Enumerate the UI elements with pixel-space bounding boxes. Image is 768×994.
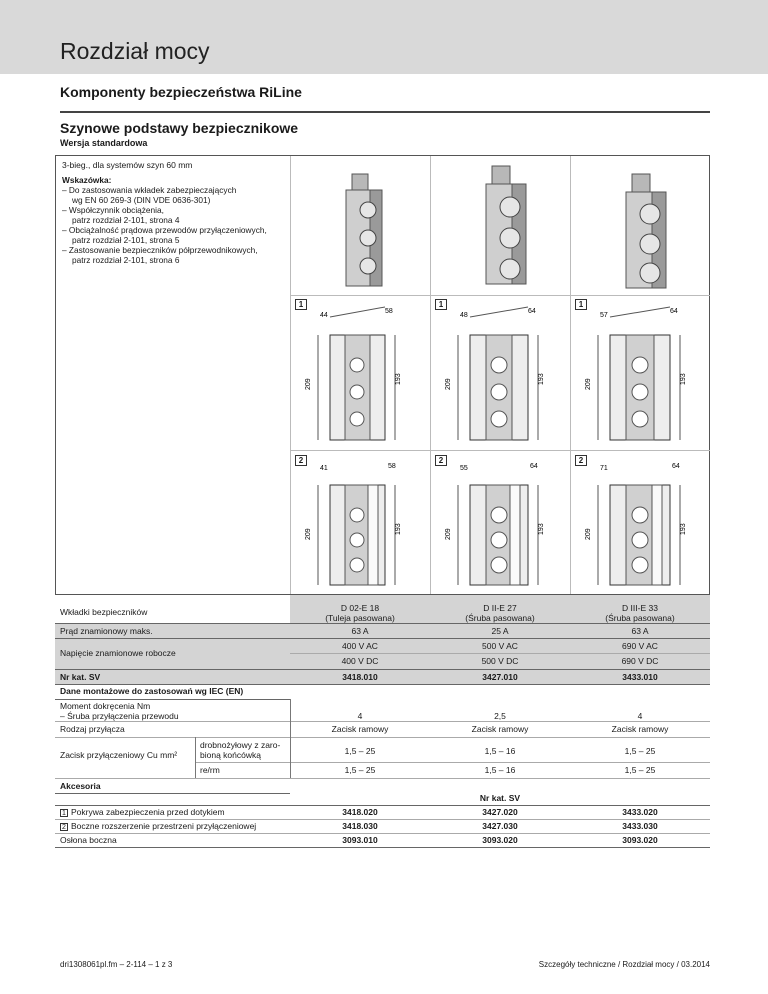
- row-label: Moment dokręcenia Nm: [60, 701, 151, 711]
- dim-label: 193: [680, 523, 687, 535]
- cell: 3418.030: [342, 821, 378, 831]
- dim-label: 193: [680, 373, 687, 385]
- cell: 690 V DC: [621, 656, 659, 666]
- dim-label: 58: [388, 463, 396, 470]
- fuse-name: D II-E 27: [483, 603, 517, 613]
- dim-label: 209: [305, 378, 312, 390]
- note-line: – Do zastosowania wkładek zabezpieczających: [62, 185, 237, 195]
- dim-label: 48: [460, 312, 468, 319]
- dim-label: 41: [320, 465, 328, 472]
- cell: 1,5 – 25: [624, 765, 656, 775]
- row-sublabel: re/rm: [200, 765, 220, 775]
- cell: Zacisk ramowy: [611, 724, 669, 734]
- cell: Zacisk ramowy: [471, 724, 529, 734]
- row-divider: [290, 450, 710, 451]
- dim-label: 209: [585, 528, 592, 540]
- note-line: – Współczynnik obciążenia,: [62, 205, 164, 215]
- fuse-base-image: [340, 170, 395, 292]
- fuse-name: D III-E 33: [622, 603, 658, 613]
- row-line: [55, 805, 710, 806]
- row-label: Rodzaj przyłącza: [60, 724, 125, 734]
- cell: 400 V DC: [341, 656, 379, 666]
- fuse-name: D 02-E 18: [340, 603, 380, 613]
- note-line: wg EN 60 269-3 (DIN VDE 0636-301): [72, 195, 211, 205]
- dim-label: 193: [395, 373, 402, 385]
- row-label: Zacisk przyłączeniowy Cu mm²: [60, 750, 178, 760]
- footer-left: dri1308061pl.fm – 2-114 – 1 z 3: [60, 960, 173, 969]
- dim-label: 57: [600, 312, 608, 319]
- intro-text: 3-bieg., dla systemów szyn 60 mm: [62, 160, 193, 170]
- cell: 1,5 – 16: [484, 746, 516, 756]
- dim-label: 44: [320, 312, 328, 319]
- product-family-title: Komponenty bezpieczeństwa RiLine: [60, 84, 302, 100]
- row-line: [55, 721, 710, 722]
- footer-right: Szczegóły techniczne / Rozdział mocy / 03.2014: [538, 960, 710, 969]
- fuse-base-image: [480, 162, 540, 292]
- row-label: – Śruba przyłączenia przewodu: [60, 711, 179, 721]
- col-line: [290, 699, 291, 778]
- nr-header: Nr kat. SV: [479, 793, 521, 803]
- accessory-badge-2: 2: [575, 455, 587, 466]
- accessory-badge-1: 1: [575, 299, 587, 310]
- dim-label: 58: [385, 308, 393, 315]
- dim-label: 209: [445, 528, 452, 540]
- accessory-badge: 1: [60, 809, 68, 817]
- cell: [430, 603, 570, 623]
- row-line: [55, 699, 290, 700]
- cell: 4: [357, 711, 363, 721]
- page-title: Rozdział mocy: [60, 38, 210, 64]
- dimension-drawing: [440, 460, 565, 590]
- accessory-name: Pokrywa zabezpieczenia przed dotykiem: [71, 807, 225, 817]
- dim-label: 193: [538, 373, 545, 385]
- section-title: Szynowe podstawy bezpiecznikowe: [60, 120, 299, 136]
- row-line: [55, 833, 710, 834]
- row-line: [290, 653, 710, 654]
- cell: 500 V AC: [482, 641, 518, 651]
- fuse-base-image: [620, 170, 680, 295]
- cell: [290, 603, 430, 623]
- cell: 3418.010: [342, 672, 378, 682]
- row-line: [55, 847, 710, 848]
- row-voltage: [55, 639, 710, 669]
- accessory-badge-2: 2: [435, 455, 447, 466]
- accessory-label: [60, 821, 256, 831]
- row-label: Prąd znamionowy maks.: [60, 626, 153, 636]
- row-current: [55, 624, 710, 638]
- row-line: [55, 737, 710, 738]
- cell: 3427.030: [482, 821, 518, 831]
- note-line: patrz rozdział 2-101, strona 4: [72, 215, 180, 225]
- cell: 3093.020: [482, 835, 518, 845]
- row-line: [55, 684, 710, 685]
- row-sublabel: bioną końcówką: [200, 750, 261, 760]
- accessory-name: Boczne rozszerzenie przestrzeni przyłączeniowej: [71, 821, 257, 831]
- accessory-label: [60, 807, 225, 817]
- cell: Zacisk ramowy: [331, 724, 389, 734]
- note-line: – Zastosowanie bezpieczników półprzewodnikowych,: [62, 245, 258, 255]
- row-line: [55, 819, 710, 820]
- cell: 63 A: [351, 626, 369, 636]
- cell: 690 V AC: [622, 641, 658, 651]
- row-line: [195, 762, 710, 763]
- section-variant: Wersja standardowa: [60, 138, 148, 148]
- cell: 3433.010: [622, 672, 658, 682]
- note-heading: Wskazówka:: [62, 175, 112, 185]
- fuse-type: (Śruba pasowana): [465, 613, 535, 623]
- dimension-drawing: [300, 305, 425, 445]
- row-line: [55, 793, 290, 794]
- dim-label: 55: [460, 465, 468, 472]
- dim-label: 209: [445, 378, 452, 390]
- note-line: patrz rozdział 2-101, strona 5: [72, 235, 180, 245]
- cell: 3427.020: [482, 807, 518, 817]
- column-divider: [430, 156, 431, 594]
- col-line: [195, 737, 196, 778]
- cell: 3093.020: [622, 835, 658, 845]
- dimension-drawing: [580, 460, 705, 590]
- row-label: Nr kat. SV: [60, 672, 101, 682]
- section-heading: Dane montażowe do zastosowań wg IEC (EN): [60, 686, 244, 696]
- cell: [570, 603, 710, 623]
- dim-label: 64: [672, 463, 680, 470]
- dim-label: 209: [305, 528, 312, 540]
- column-divider: [290, 156, 291, 594]
- cell: 3427.010: [482, 672, 518, 682]
- dim-label: 64: [530, 463, 538, 470]
- accessory-badge-2: 2: [295, 455, 307, 466]
- cell: 3433.030: [622, 821, 658, 831]
- cell: 3433.020: [622, 807, 658, 817]
- dimension-drawing: [300, 460, 425, 590]
- cell: 4: [637, 711, 643, 721]
- cell: 2,5: [494, 711, 506, 721]
- row-catalog: [55, 670, 710, 684]
- accessory-badge-1: 1: [295, 299, 307, 310]
- row-divider: [290, 295, 710, 296]
- header-bar: [0, 0, 768, 74]
- dim-label: 64: [670, 308, 678, 315]
- dim-label: 209: [585, 378, 592, 390]
- dimension-drawing: [440, 305, 565, 445]
- section-heading: Akcesoria: [60, 781, 101, 791]
- cell: 3093.010: [342, 835, 378, 845]
- row-label: Wkładki bezpieczników: [60, 607, 148, 617]
- note-block: [62, 175, 267, 265]
- dim-label: 193: [538, 523, 545, 535]
- cell: 1,5 – 25: [344, 765, 376, 775]
- cell: 25 A: [491, 626, 509, 636]
- cell: 3418.020: [342, 807, 378, 817]
- cell: 1,5 – 25: [344, 746, 376, 756]
- cell: 1,5 – 25: [624, 746, 656, 756]
- row-label: Napięcie znamionowe robocze: [60, 648, 176, 658]
- dim-label: 64: [528, 308, 536, 315]
- cell: 400 V AC: [342, 641, 378, 651]
- row-sublabel: drobnożyłowy z zaro-: [200, 740, 281, 750]
- cell: 63 A: [631, 626, 649, 636]
- dim-label: 193: [395, 523, 402, 535]
- accessory-badge: 2: [60, 823, 68, 831]
- cell: 500 V DC: [481, 656, 519, 666]
- divider: [60, 111, 710, 113]
- note-line: – Obciążalność prądowa przewodów przyłączeniowych,: [62, 225, 267, 235]
- fuse-type: (Tuleja pasowana): [325, 613, 395, 623]
- accessory-name: Osłona boczna: [60, 835, 117, 845]
- dim-label: 71: [600, 465, 608, 472]
- row-line: [55, 778, 710, 779]
- cell: 1,5 – 16: [484, 765, 516, 775]
- column-divider: [570, 156, 571, 594]
- accessory-badge-1: 1: [435, 299, 447, 310]
- fuse-type: (Śruba pasowana): [605, 613, 675, 623]
- note-line: patrz rozdział 2-101, strona 6: [72, 255, 180, 265]
- dimension-drawing: [580, 305, 705, 445]
